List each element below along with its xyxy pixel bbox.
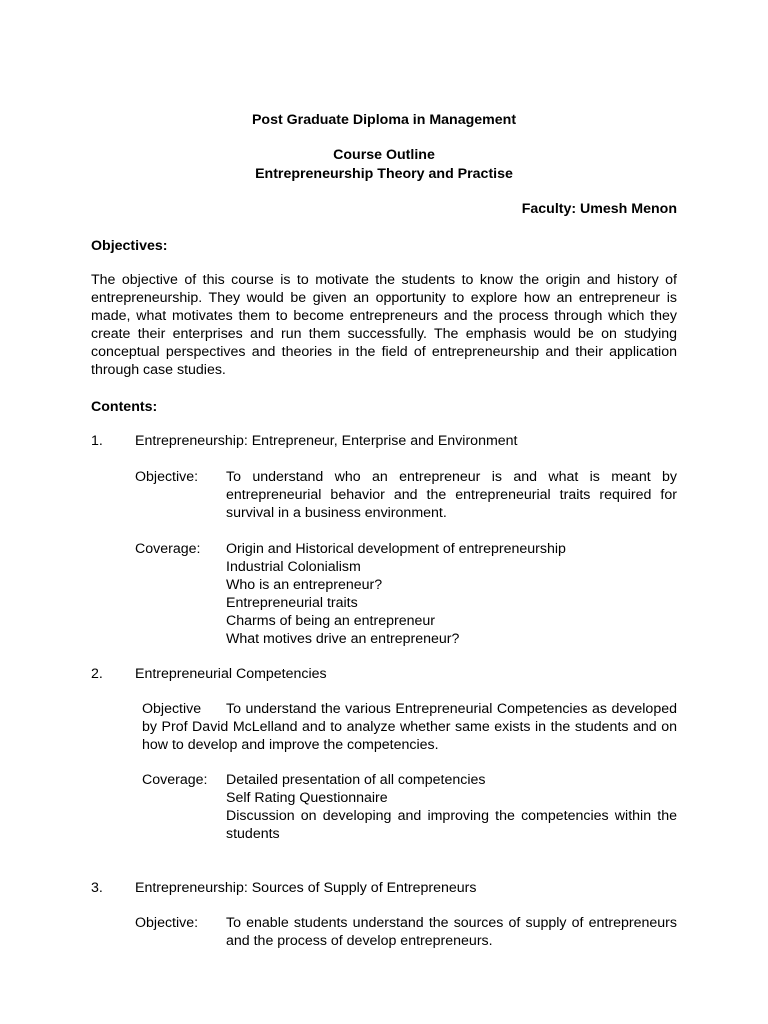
coverage-item: Entrepreneurial traits: [226, 595, 358, 611]
section-number: 3.: [91, 880, 103, 896]
coverage-item: Industrial Colonialism: [226, 559, 361, 575]
objective-label: Objective: [142, 701, 202, 717]
objectives-heading: Objectives:: [91, 238, 168, 254]
section-number: 1.: [91, 433, 103, 449]
coverage-label: Coverage:: [142, 772, 208, 788]
contents-heading: Contents:: [91, 399, 158, 415]
coverage-list: [226, 771, 677, 843]
section-title: Entrepreneurship: Entrepreneur, Enterprise and Environment: [135, 433, 518, 449]
coverage-item: Charms of being an entrepreneur: [226, 613, 435, 629]
objective-label: Objective:: [135, 915, 199, 931]
objectives-paragraph: The objective of this course is to motivate the students to know the origin and history of entrepreneurship. They would be given an opportunity to explore how an entrepreneur is made, what motivates them to become entrepreneurs and the process through which they create their enterprises and run them successfully. The emphasis would be on studying conceptual perspectives and theories in the field of entrepreneurship and their application through case studies.: [91, 272, 677, 378]
coverage-label: Coverage:: [135, 541, 201, 557]
coverage-item: What motives drive an entrepreneur?: [226, 631, 460, 647]
section-number: 2.: [91, 666, 103, 682]
coverage-item: Who is an entrepreneur?: [226, 577, 383, 593]
program-title: Post Graduate Diploma in Management: [251, 112, 517, 128]
section-title: Entrepreneurship: Sources of Supply of Entrepreneurs: [135, 880, 477, 896]
coverage-item: Self Rating Questionnaire: [226, 790, 388, 806]
faculty-line: Faculty: Umesh Menon: [521, 201, 677, 217]
objective-label: Objective:: [135, 469, 199, 485]
coverage-item: Origin and Historical development of entrepreneurship: [226, 541, 566, 557]
course-title: Entrepreneurship Theory and Practise: [255, 166, 513, 182]
doc-type: Course Outline: [333, 147, 435, 163]
objective-text: To enable students understand the sources of supply of entrepreneurs and the process of develop entrepreneurs.: [226, 915, 677, 949]
coverage-item: Detailed presentation of all competencies: [226, 772, 486, 788]
coverage-item: Discussion on developing and improving the competencies within the students: [226, 808, 677, 842]
objective-text: To understand who an entrepreneur is and what is meant by entrepreneurial behavior and the entrepreneurial traits required for survival in a business environment.: [226, 469, 677, 521]
objective-text: To understand the various Entrepreneurial Competencies as developed by Prof David McLelland and to analyze whether same exists in the students and on how to develop and improve the competencies.: [142, 701, 677, 753]
section-title: Entrepreneurial Competencies: [135, 666, 327, 682]
coverage-list: [226, 540, 677, 648]
